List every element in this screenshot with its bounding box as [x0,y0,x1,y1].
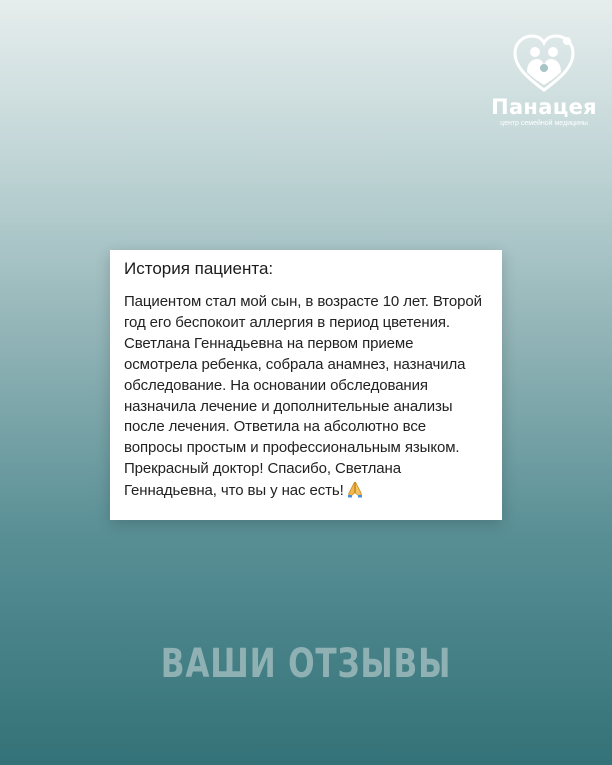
review-text-block [124,292,488,505]
brand-name: Панацея [491,95,597,119]
folded-hands-icon [346,480,364,505]
heart-family-icon [511,32,577,94]
review-card [110,250,502,520]
review-title: История пациента: [124,259,274,278]
brand-logo [488,32,600,142]
review-text: Пациентом стал мой сын, в возрасте 10 лет. Второй год его беспокоит аллергия в период цветения. Светлана Геннадьевна на первом приеме осмотрела ребенка, собрала анамнез, назначила обследование. На основании обследования назначила лечение и дополнительные анализы после лечения. Ответила на абсолютно все вопросы простым и профессиональным языком. Прекрасный доктор! Спасибо, Светлана Геннадьевна, что вы у нас есть! [124,293,482,500]
brand-tagline: центр семейной медицины [500,120,588,127]
page-heading: ВАШИ ОТЗЫВЫ [160,641,452,687]
